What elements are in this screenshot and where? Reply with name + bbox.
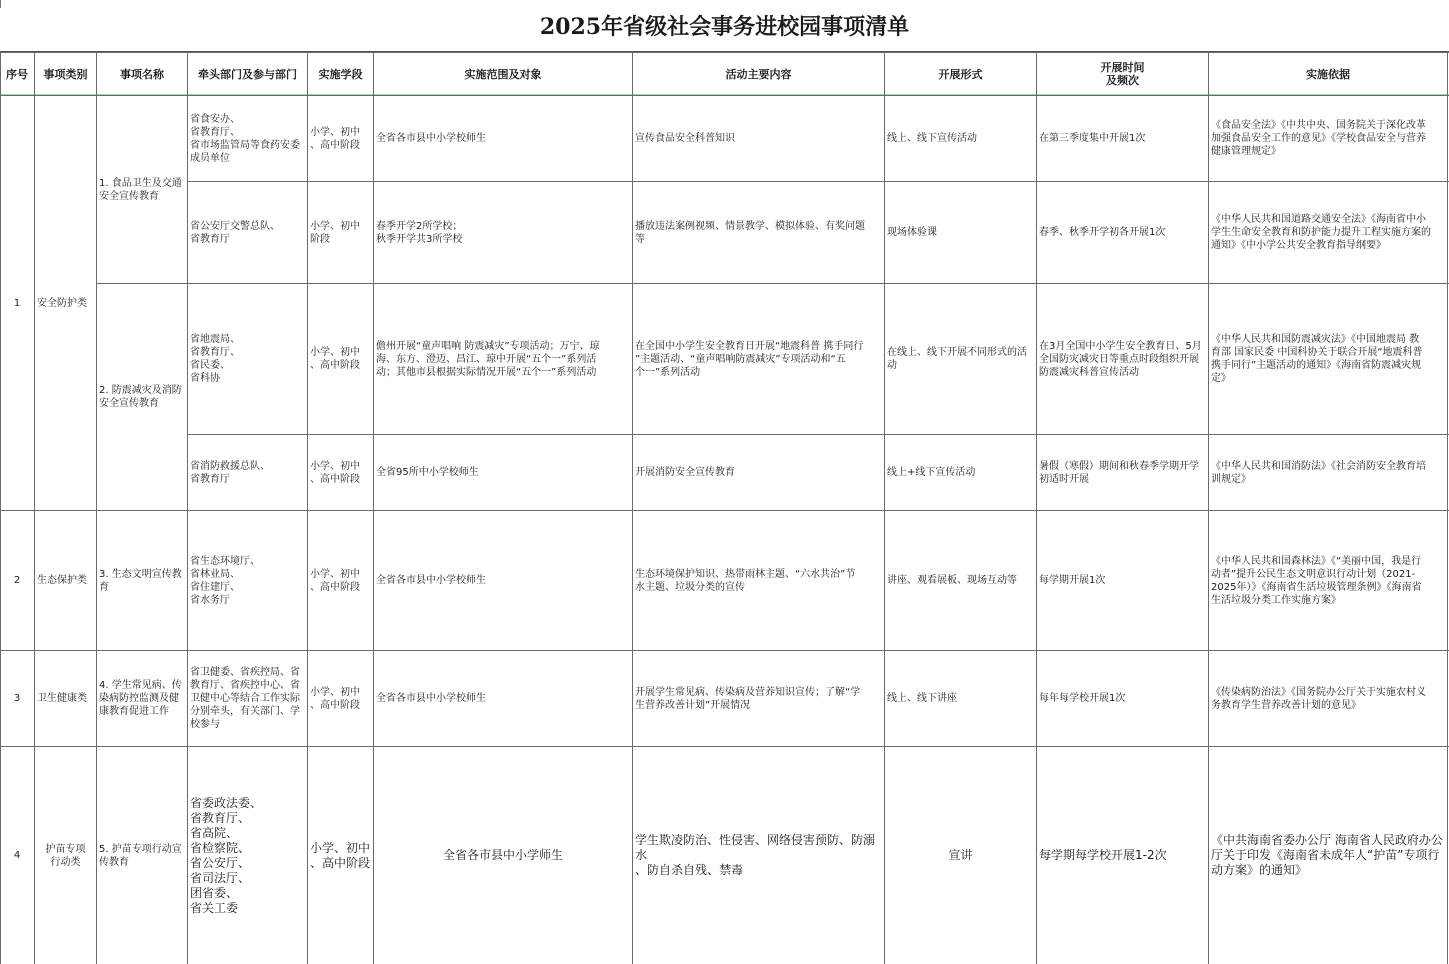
row-dept: 省地震局、 省教育厅、 省民委、 省科协 — [190, 334, 240, 384]
row-basis: 《中华人民共和国森林法》《“美丽中国，我是行 动者”提升公民生态文明意识行动计划（2021- 2025年）》《海南省生活垃圾管理条例》《海南省 生活垃圾分类工作实施方案》 — [1211, 555, 1422, 606]
row-time: 每学期每学校开展1-2次 — [1039, 848, 1167, 862]
header-stage: 实施学段 — [318, 67, 363, 81]
group-category: 卫生健康类 — [37, 693, 87, 704]
header-time: 开展时间 及频次 — [1100, 61, 1145, 87]
row-form: 线上、线下讲座 — [887, 693, 957, 704]
header-seq: 序号 — [6, 67, 28, 81]
header-form: 开展形式 — [938, 67, 983, 81]
row-dept: 省生态环境厅、 省林业局、 省住建厅、 省水务厅 — [190, 555, 260, 606]
row-form: 线上+线下宣传活动 — [887, 467, 976, 478]
row-basis: 《中华人民共和国道路交通安全法》《海南省中小 学生生命安全教育和防护能力提升工程实施方案的 通知》《中小学公共安全教育指导纲要》 — [1211, 214, 1431, 251]
header-dept: 牵头部门及参与部门 — [198, 67, 297, 81]
row-stage: 小学、初中 阶段 — [310, 220, 360, 245]
row-time: 每年每学校开展1次 — [1039, 693, 1126, 704]
item-name: 3. 生态文明宣传教 育 — [99, 568, 182, 593]
row-basis: 《中共海南省委办公厅 海南省人民政府办公 厅关于印发《海南省未成年人“护苗”专项行 动方案》的通知》 — [1211, 833, 1443, 877]
row-dept: 省委政法委、 省教育厅、 省高院、 省检察院、 省公安厅、 省司法厅、 团省委、 省关工委 — [190, 795, 263, 915]
group-category: 安全防护类 — [37, 297, 87, 309]
row-content: 宣传食品安全科普知识 — [635, 133, 735, 144]
row-content: 开展学生常见病、传染病及营养知识宣传；了解“学 生营养改善计划”开展情况 — [635, 686, 861, 711]
header-category: 事项类别 — [43, 67, 88, 81]
row-time: 每学期开展1次 — [1039, 575, 1106, 586]
group-seq: 3 — [13, 693, 21, 704]
row-time: 春季、秋季开学初各开展1次 — [1039, 227, 1166, 238]
row-form: 宣讲 — [948, 848, 973, 862]
row-basis: 《传染病防治法》《国务院办公厅关于实施农村义 务教育学生营养改善计划的意见》 — [1211, 686, 1426, 711]
header-content: 活动主要内容 — [725, 67, 792, 81]
row-stage: 小学、初中 、高中阶段 — [310, 460, 360, 485]
header-scope: 实施范围及对象 — [464, 67, 542, 81]
row-content: 生态环境保护知识、热带雨林主题、“六水共治”节 水主题、垃圾分类的宣传 — [635, 568, 856, 593]
row-basis: 《食品安全法》《中共中央、国务院关于深化改革 加强食品安全工作的意见》《学校食品安全与营养 健康管理规定》 — [1211, 120, 1426, 157]
row-scope: 全省95所中小学校师生 — [376, 467, 479, 478]
row-content: 学生欺凌防治、性侵害、网络侵害预防、防溺水 、防自杀自残、禁毒 — [635, 833, 876, 877]
row-dept: 省消防救援总队、 省教育厅 — [190, 460, 270, 485]
row-form: 在线上、线下开展不同形式的活 动 — [887, 347, 1027, 371]
group-seq: 2 — [13, 575, 21, 586]
header-name: 事项名称 — [120, 67, 164, 81]
row-dept: 省公安厅交警总队、 省教育厅 — [190, 220, 280, 245]
row-stage: 小学、初中 、高中阶段 — [310, 686, 360, 711]
row-basis: 《中华人民共和国消防法》《社会消防安全教育培 训规定》 — [1211, 460, 1426, 485]
row-dept: 省食安办、 省教育厅、 省市场监管局等食药安委 成员单位 — [190, 113, 300, 164]
row-scope: 全省各市县中小学校师生 — [376, 693, 486, 704]
sheet-corner — [0, 0, 9, 8]
header-basis: 实施依据 — [1306, 67, 1350, 81]
row-scope: 全省各市县中小学校师生 — [376, 133, 486, 144]
row-form: 讲座、观看展板、现场互动等 — [887, 575, 1017, 586]
item-name: 1. 食品卫生及交通 安全宣传教育 — [99, 177, 182, 202]
row-stage: 小学、初中 、高中阶段 — [310, 347, 360, 371]
row-time: 在第三季度集中开展1次 — [1039, 133, 1146, 144]
row-form: 线上、线下宣传活动 — [887, 133, 977, 144]
group-category: 生态保护类 — [37, 575, 87, 586]
row-scope: 儋州开展“童声唱响 防震减灾”专项活动；万宁、琼 海、东方、澄迈、昌江、琼中开展“五个一”系列活 动；其他市县根据实际情况开展“五个一”系列活动 — [376, 340, 600, 378]
row-content: 播放违法案例视频、情景教学、模拟体验、有奖问题 等 — [635, 220, 865, 245]
row-content: 开展消防安全宣传教育 — [635, 467, 735, 478]
row-stage: 小学、初中 、高中阶段 — [310, 568, 360, 593]
row-content: 在全国中小学生安全教育日开展“地震科普 携手同行 ”主题活动、“童声唱响防震减灾”专项活动和“五 个一”系列活动 — [635, 340, 864, 378]
row-scope: 全省各市县中小学师生 — [442, 848, 563, 862]
page-title: 2025年省级社会事务进校园事项清单 — [0, 0, 1449, 52]
row-time: 在3月全国中小学生安全教育日、5月 全国防灾减灾日等重点时段组织开展 防震减灾科普宣传活动 — [1039, 340, 1202, 378]
item-name: 5. 护苗专项行动宣 传教育 — [99, 843, 182, 868]
row-basis: 《中华人民共和国防震减灾法》《中国地震局 教 育部 国家民委 中国科协关于联合开展“地震科普 携手同行”主题活动的通知》《海南省防震减灾规 定》 — [1211, 334, 1423, 384]
row-stage: 小学、初中 、高中阶段 — [310, 126, 360, 151]
row-form: 现场体验课 — [887, 227, 937, 238]
group-category: 护苗专项 行动类 — [45, 843, 86, 868]
row-scope: 春季开学2所学校； 秋季开学共3所学校 — [376, 220, 463, 245]
item-name: 4. 学生常见病、传 染病防控监测及健 康教育促进工作 — [99, 680, 182, 717]
row-stage: 小学、初中 、高中阶段 — [310, 840, 371, 870]
group-seq: 4 — [13, 850, 21, 861]
row-dept: 省卫健委、省疾控局、省 教育厅、省疾控中心、省 卫健中心等结合工作实际 分别牵头，有关部门、学 校参与 — [190, 667, 300, 730]
row-time: 暑假（寒假）期间和秋春季学期开学 初适时开展 — [1039, 460, 1199, 485]
item-name: 2. 防震减灾及消防 安全宣传教育 — [99, 385, 182, 409]
group-seq: 1 — [13, 297, 21, 309]
row-scope: 全省各市县中小学校师生 — [376, 575, 486, 586]
